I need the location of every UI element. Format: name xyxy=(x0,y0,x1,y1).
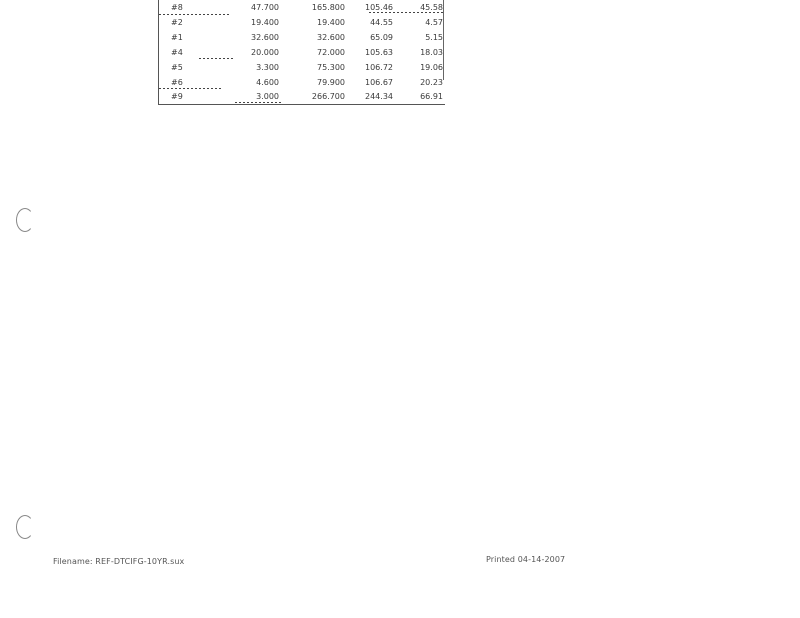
row-divider xyxy=(159,88,223,89)
footer-filename: Filename: REF-DTCIFG-10YR.sux xyxy=(53,557,185,566)
row-label: #5 xyxy=(171,63,183,72)
data-table xyxy=(158,0,445,105)
cell-value: 266.700 xyxy=(311,92,345,101)
row-label: #2 xyxy=(171,18,183,27)
cell-value: 4.600 xyxy=(256,78,279,87)
cell-value: 20.23 xyxy=(420,78,443,87)
table-border xyxy=(443,0,444,80)
table-row xyxy=(159,15,445,30)
cell-value: 18.03 xyxy=(420,48,443,57)
cell-value: 105.46 xyxy=(365,3,393,12)
cell-value: 165.800 xyxy=(311,3,345,12)
cell-value: 75.300 xyxy=(317,63,345,72)
row-divider xyxy=(159,14,229,15)
cell-value: 32.600 xyxy=(251,33,279,42)
cell-value: 45.58 xyxy=(420,3,443,12)
table-row xyxy=(159,30,445,45)
cell-value: 106.72 xyxy=(365,63,393,72)
row-divider xyxy=(369,12,445,13)
row-label: #6 xyxy=(171,78,183,87)
cell-value: 244.34 xyxy=(365,92,393,101)
cell-value: 79.900 xyxy=(317,78,345,87)
row-label: #1 xyxy=(171,33,183,42)
cell-value: 4.57 xyxy=(425,18,443,27)
cell-value: 44.55 xyxy=(370,18,393,27)
punch-hole-mark xyxy=(16,208,34,232)
cell-value: 72.000 xyxy=(317,48,345,57)
footer-printed-date: Printed 04-14-2007 xyxy=(486,555,566,564)
table-row xyxy=(159,89,445,104)
cell-value: 20.000 xyxy=(251,48,279,57)
cell-value: 47.700 xyxy=(251,3,279,12)
cell-value: 19.400 xyxy=(317,18,345,27)
row-divider xyxy=(235,102,281,103)
cell-value: 65.09 xyxy=(370,33,393,42)
cell-value: 5.15 xyxy=(425,33,443,42)
cell-value: 19.400 xyxy=(251,18,279,27)
cell-value: 105.63 xyxy=(365,48,393,57)
cell-value: 32.600 xyxy=(317,33,345,42)
cell-value: 66.91 xyxy=(420,92,443,101)
cell-value: 3.300 xyxy=(256,63,279,72)
cell-value: 106.67 xyxy=(365,78,393,87)
table-row xyxy=(159,60,445,75)
cell-value: 3.000 xyxy=(256,92,279,101)
row-label: #4 xyxy=(171,48,183,57)
punch-hole-mark xyxy=(16,515,34,539)
row-label: #8 xyxy=(171,3,183,12)
row-divider xyxy=(199,58,233,59)
cell-value: 19.06 xyxy=(420,63,443,72)
row-label: #9 xyxy=(171,92,183,101)
